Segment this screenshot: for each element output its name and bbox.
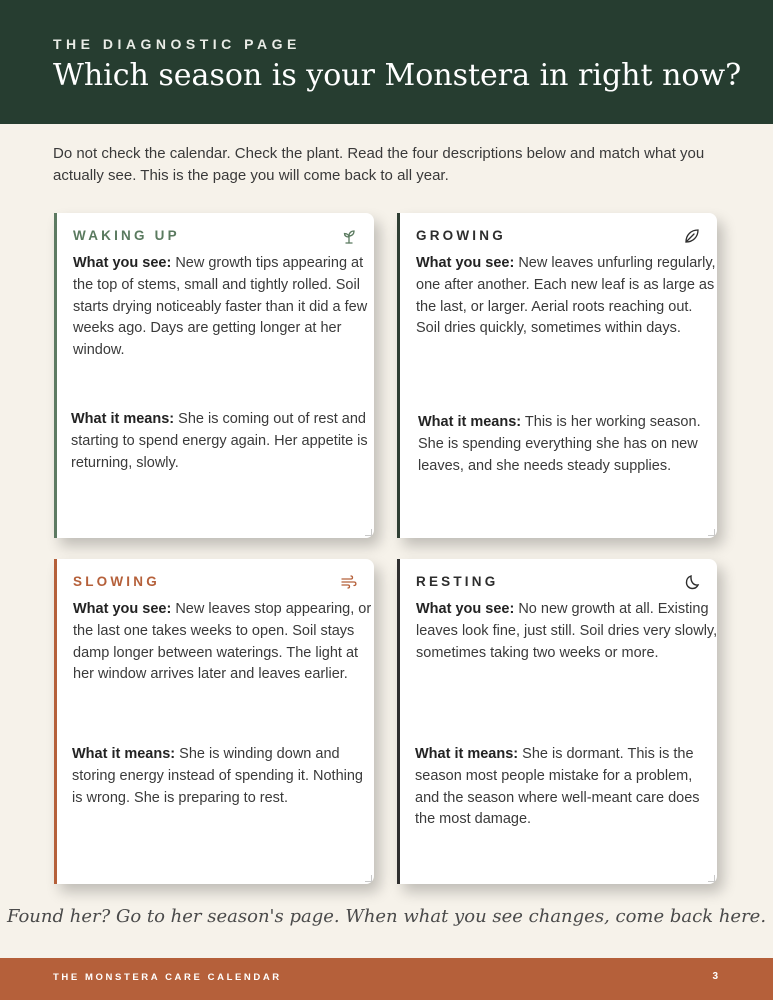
what-it-means [415, 744, 717, 831]
eyebrow: THE DIAGNOSTIC PAGE [53, 36, 301, 52]
season-card-waking-up [54, 213, 374, 538]
moon-icon [683, 573, 701, 591]
what-you-see [73, 599, 375, 686]
card-label: WAKING UP [73, 228, 180, 243]
what-you-see [416, 253, 718, 340]
means-label: What it means: [415, 746, 519, 762]
see-text: No new growth at all. Existing leaves look fine, just still. Soil dries very slowly, sometimes taking two weeks or more. [416, 601, 718, 661]
card-label: SLOWING [73, 574, 160, 589]
see-text: New growth tips appearing at the top of stems, small and tightly rolled. Soil starts drying noticeably faster than it did a few weeks ago. Days are getting longer at her window. [73, 255, 368, 359]
what-you-see [73, 253, 375, 362]
season-card-growing [397, 213, 717, 538]
what-it-means [71, 409, 373, 474]
means-label: What it means: [72, 746, 176, 762]
see-label: What you see: [416, 601, 515, 617]
see-label: What you see: [416, 255, 515, 271]
season-card-resting [397, 559, 717, 884]
footer-note: Found her? Go to her season's page. When what you see changes, come back here. [6, 906, 767, 927]
means-label: What it means: [71, 411, 175, 427]
wind-icon [340, 573, 358, 591]
card-label: RESTING [416, 574, 499, 589]
resize-corner [365, 529, 372, 536]
see-label: What you see: [73, 601, 172, 617]
means-text: She is winding down and storing energy instead of spending it. Nothing is wrong. She is preparing to rest. [72, 746, 363, 806]
means-label: What it means: [418, 414, 522, 430]
season-card-slowing [54, 559, 374, 884]
means-text: This is her working season. She is spending everything she has on new leaves, and she needs steady supplies. [418, 414, 701, 474]
footer-title: THE MONSTERA CARE CALENDAR [53, 972, 282, 983]
resize-corner [365, 875, 372, 882]
what-you-see [416, 599, 718, 664]
what-it-means [418, 412, 714, 477]
means-text: She is dormant. This is the season most people mistake for a problem, and the season where well-meant care does the most damage. [415, 746, 700, 828]
seedling-icon [340, 227, 358, 245]
see-label: What you see: [73, 255, 172, 271]
resize-corner [708, 875, 715, 882]
page-number: 3 [712, 971, 718, 982]
resize-corner [708, 529, 715, 536]
page-footer [0, 958, 773, 1000]
intro-text: Do not check the calendar. Check the plant. Read the four descriptions below and match what you actually see. This is the page you will come back to all year. [53, 145, 705, 184]
page-header [0, 0, 773, 124]
what-it-means [72, 744, 374, 809]
page-title: Which season is your Monstera in right now? [53, 58, 742, 93]
means-text: She is coming out of rest and starting to spend energy again. Her appetite is returning, slowly. [71, 411, 368, 471]
leaf-icon [683, 227, 701, 245]
card-label: GROWING [416, 228, 506, 243]
see-text: New leaves unfurling regularly, one after another. Each new leaf is as large as the last, or larger. Aerial roots reaching out. Soil dries quickly, sometimes within days. [416, 255, 716, 337]
see-text: New leaves stop appearing, or the last one takes weeks to open. Soil stays damp longer between waterings. The light at her window arrives later and leaves earlier. [73, 601, 372, 683]
